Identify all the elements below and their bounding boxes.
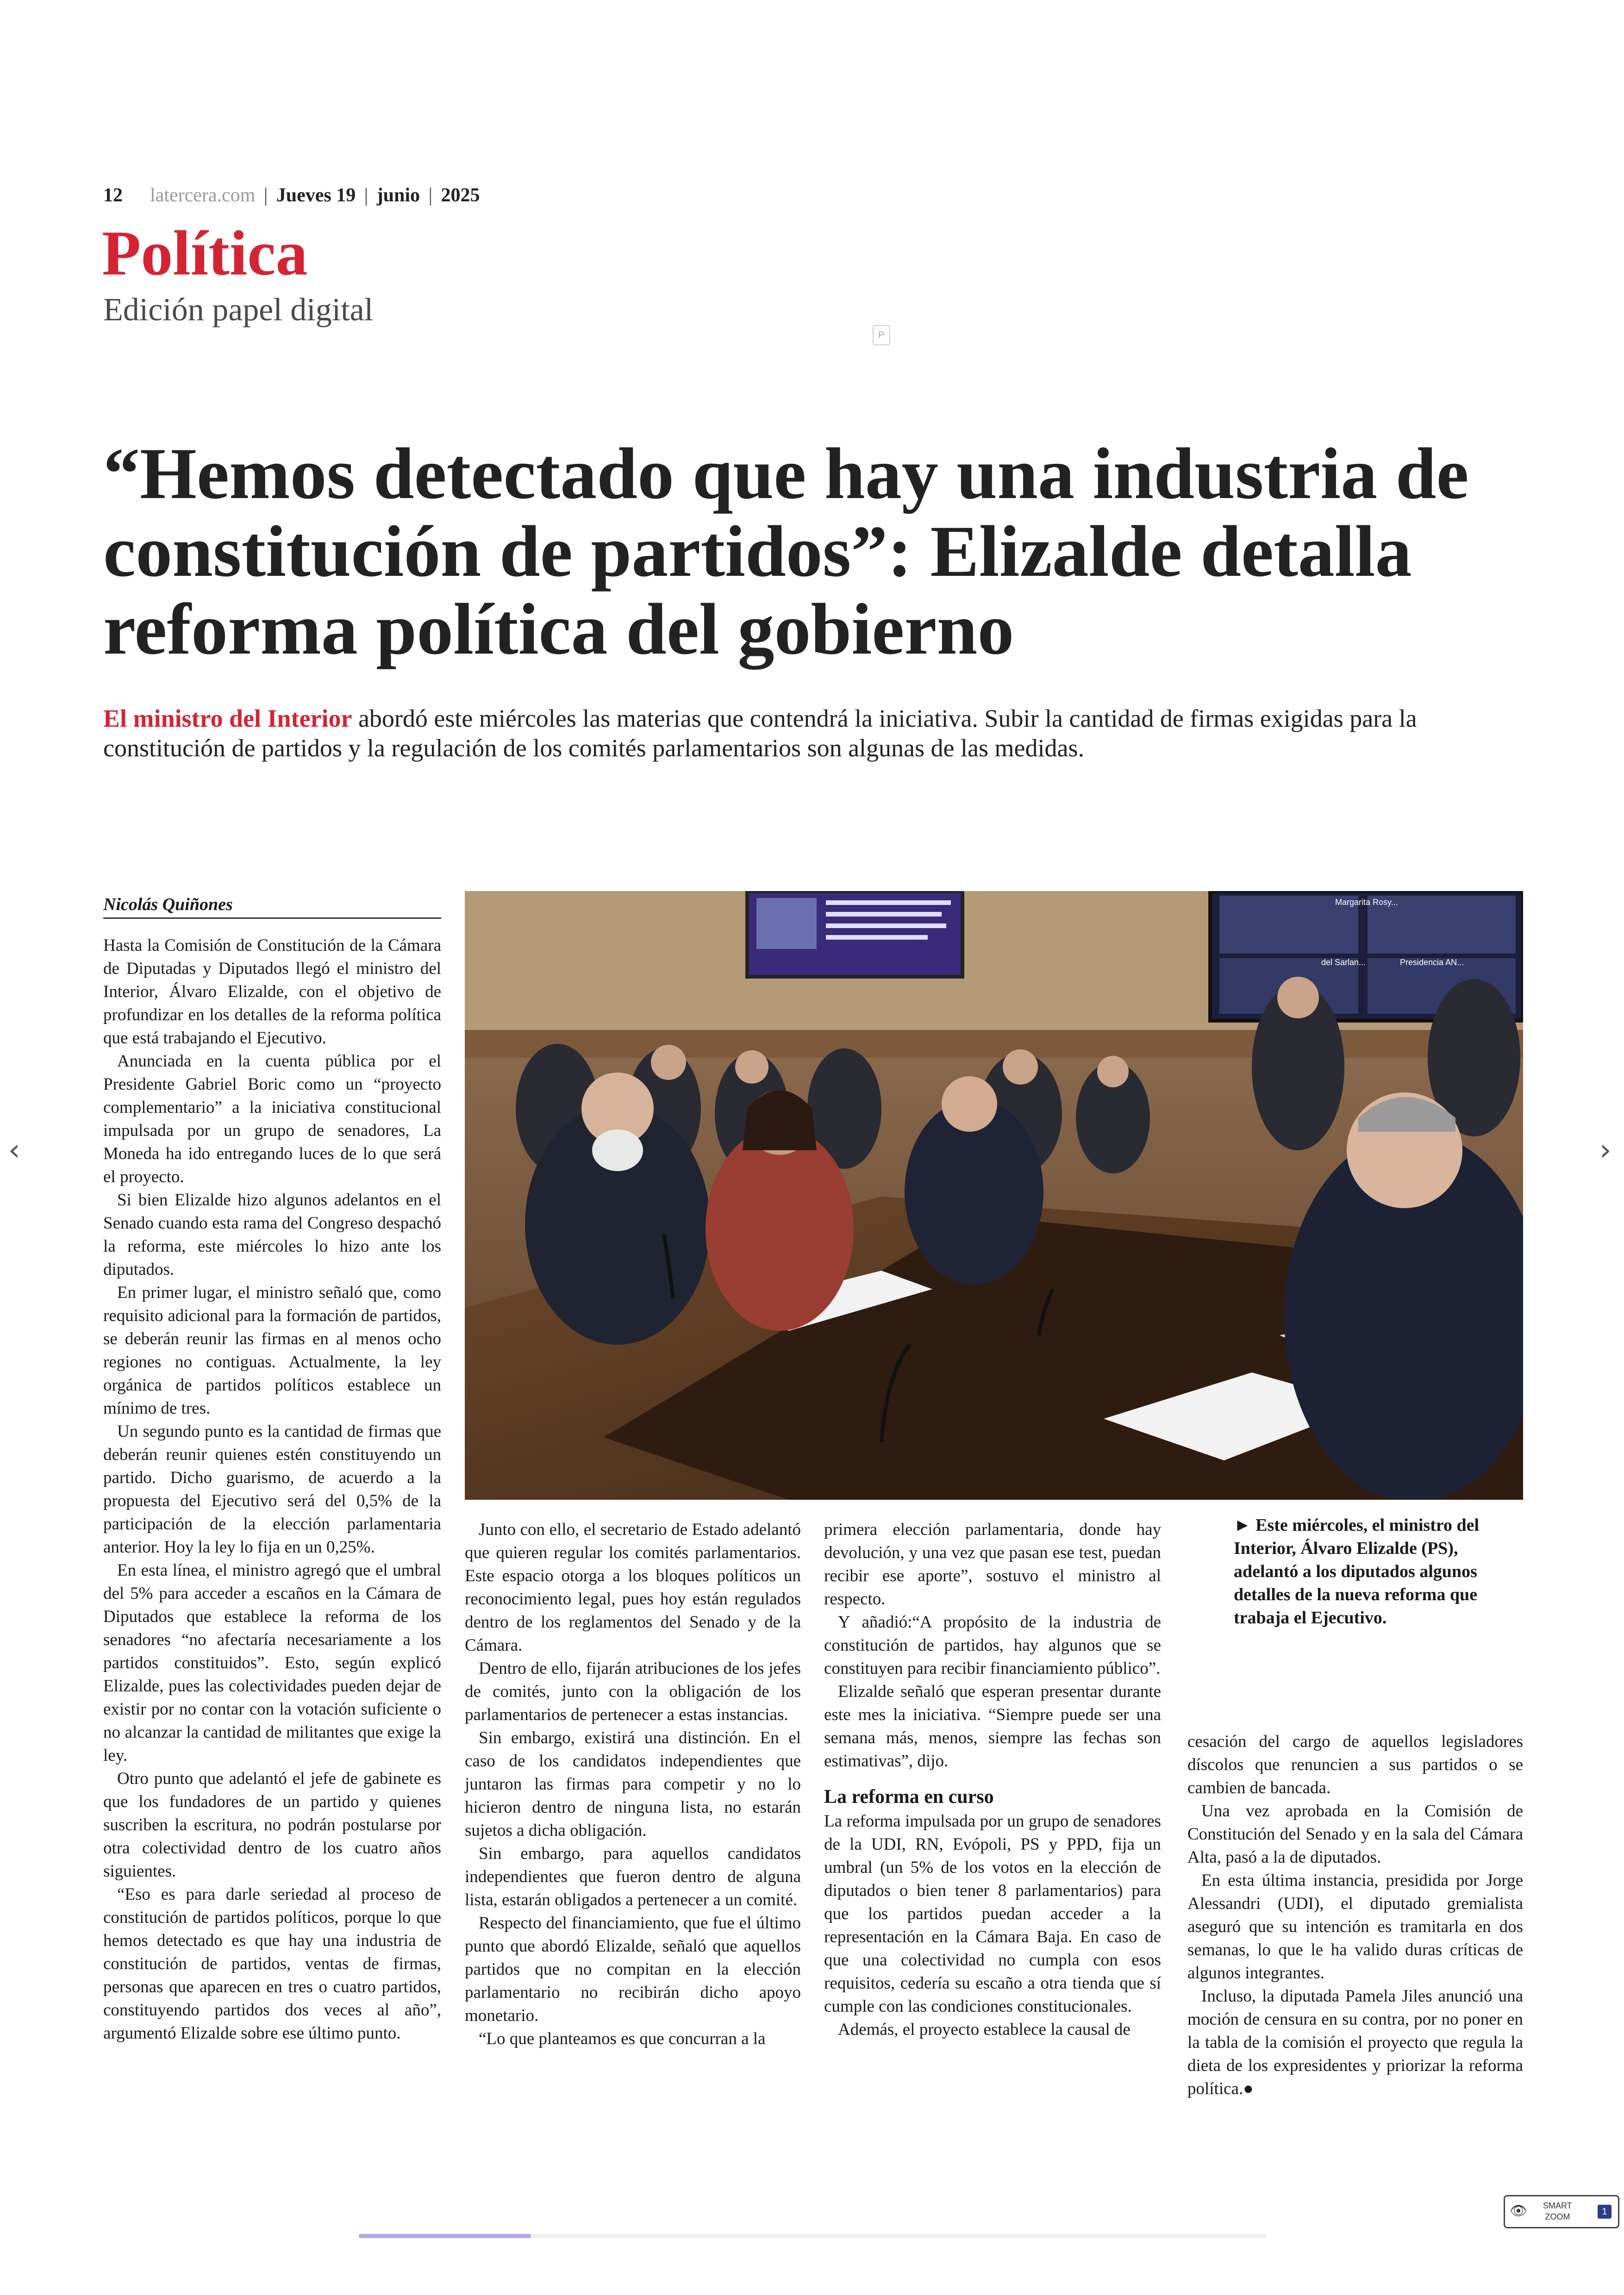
screen-label: Margarita Rosy... [1335,898,1398,907]
end-mark: ● [1243,2079,1254,2098]
paragraph: Un segundo punto es la cantidad de firmas que deberán reunir quienes estén constituyendo un partido. Dicho guarismo, de acuerdo a la propuesta del Ejecutivo será del 0,5% de la participación de la elección parlamentaria anterior. Hoy la ley lo fija en un 0,25%. [103,1422,441,1557]
paragraph: Sin embargo, para aquellos candidatos independientes que fueron dentro de alguna lista, estarán obligados a pertenecer a un comité. [465,1844,801,1909]
article-headline: “Hemos detectado que hay una industria de constitución de partidos”: Elizalde detalla reforma política del gobierno [103,433,1469,670]
text-column-3 [824,1518,1161,2041]
lead-kicker: El ministro del Interior [103,705,352,732]
paragraph: Elizalde señaló que esperan presentar durante este mes la iniciativa. “Siempre puede ser una semana más, menos, siempre las fechas son estimativas”, dijo. [824,1682,1161,1771]
chevron-right-icon[interactable]: › [1599,1133,1612,1167]
screen-label: del Sarlan... [1321,958,1366,967]
article-photo [465,891,1523,1500]
text-column-4 [1187,1730,1523,2101]
paragraph: Sin embargo, existirá una distinción. En el caso de los candidatos independientes que juntaron las firmas para competir y no lo hicieron dentro de ninguna lista, no estarán sujetos a dicha obligación. [465,1728,801,1840]
issue-month: junio [376,185,420,206]
smart-zoom-button[interactable] [1504,2195,1619,2228]
page-marker-icon: P [873,325,890,345]
lead-text: abordó este miércoles las materias que contendrá la iniciativa. Subir la cantidad de firmas exigidas para la constitución de partidos y la regulación de los comités parlamentarios son algunas de las medidas. [103,705,1417,762]
paragraph: La reforma impulsada por un grupo de senadores de la UDI, RN, Evópoli, PS y PPD, fija un umbral (un 5% de los votos en la elección de diputados o bien tener 8 parlamentarios) para que los partidos puedan acceder a la representación en la Cámara Baja. En caso de que una colectividad no cumpla con esos requisitos, cedería su escaño a otra tienda que sí cumple con las condiciones constitucionales. [824,1812,1161,2016]
paragraph: En esta línea, el ministro agregó que el umbral del 5% para acceder a escaños en la Cámara de Diputados que establece la reforma de los senadores “no afectaría necesariamente a los partidos constituidos”. Esto, según explicó Elizalde, pues las colectividades pueden dejar de existir por no contar con la votación suficiente o no alcanzar la cantidad de militantes que exige la ley. [103,1561,441,1765]
smart-zoom-label: SMART ZOOM [1543,2201,1572,2221]
paragraph: cesación del cargo de aquellos legisladores díscolos que renuncien a sus partidos o se cambien de bancada. [1187,1732,1523,1797]
section-subhead: La reforma en curso [824,1786,994,1808]
paragraph: Si bien Elizalde hizo algunos adelantos en el Senado cuando esta rama del Congreso despachó la reforma, este miércoles lo hizo ante los diputados. [103,1191,441,1279]
paragraph: En esta última instancia, presidida por Jorge Alessandri (UDI), el diputado gremialista aseguró que su intención es tramitarla en dos semanas, lo que le ha valido duras críticas de algunos integrantes. [1187,1871,1523,1983]
screen-label: Presidencia AN... [1400,958,1464,967]
site-name: latercera.com [150,185,256,206]
page-number: 12 [103,185,123,206]
paragraph: Además, el proyecto establece la causal de [838,2020,1131,2039]
paragraph: Y añadió:“A propósito de la industria de constitución de partidos, hay algunos que se constituyen para recibir financiamiento público”. [824,1613,1161,1678]
paragraph: Incluso, la diputada Pamela Jiles anunció una moción de censura en su contra, por no poner en la tabla de la comisión el proyecto que regula la dieta de los expresidentes y priorizar la reforma política.● [1187,1987,1523,2098]
page-header: 12 latercera.com | Jueves 19 | junio | 2025 [103,185,480,206]
paragraph: Una vez aprobada en la Comisión de Constitución del Senado y en la sala del Cámara Alta, pasó a la de diputados. [1187,1802,1523,1867]
paragraph: Hasta la Comisión de Constitución de la Cámara de Diputadas y Diputados llegó el ministro del Interior, Álvaro Elizalde, con el objetivo de profundizar en los detalles de la reforma política que está trabajando el Ejecutivo. [103,936,441,1048]
paragraph: “Eso es para darle seriedad al proceso de constitución de partidos políticos, porque lo que hemos detectado es que hay una industria de constitución de partidos, ventas de firmas, personas que aparecen en tres o cuatro partidos, constituyendo partidos dos veces al año”, argumentó Elizalde sobre ese último punto. [103,1885,441,2043]
section-subtitle: Edición papel digital [103,292,374,328]
article-lead [103,704,1529,763]
issue-year: 2025 [441,185,480,206]
paragraph: Dentro de ello, fijarán atribuciones de los jefes de comités, junto con la obligación de los parlamentarios de pertenecer a estas instancias. [465,1659,801,1724]
byline: Nicolás Quiñones [103,894,441,919]
paragraph: Junto con ello, el secretario de Estado adelantó que quieren regular los comités parlamentarios. Este espacio otorga a los bloques políticos un reconocimiento legal, pues hoy están regulados dentro de los reglamentos del Senado y de la Cámara. [465,1520,801,1655]
paragraph: Otro punto que adelantó el jefe de gabinete es que los fundadores de un partido y quienes suscriben la escritura, no podrán postularse por otra colectividad dentro de los cuatro años siguientes. [103,1769,441,1881]
meeting-photo-illustration [465,891,1523,1500]
section-title: Política [102,218,308,288]
paragraph: En primer lugar, el ministro señaló que, como requisito adicional para la formación de partidos, se deberán reunir las firmas en al menos ocho regiones no contiguas. Actualmente, la ley orgánica de partidos políticos establece un mínimo de tres. [103,1283,441,1418]
chevron-left-icon[interactable]: ‹ [8,1133,20,1167]
smart-zoom-count: 1 [1598,2205,1612,2219]
paragraph: primera elección parlamentaria, donde hay devolución, y una vez que pasan ese test, puedan recibir ese aporte”, sostuvo el ministro al respecto. [824,1520,1161,1609]
paragraph: Anunciada en la cuenta pública por el Presidente Gabriel Boric como un “proyecto complementario” a la iniciativa constitucional impulsada por un grupo de senadores, La Moneda ha ido entregando luces de lo que será el proyecto. [103,1052,441,1186]
paragraph: “Lo que planteamos es que concurran a la [479,2029,766,2048]
eye-icon: 👁 [1510,2203,1528,2219]
photo-caption: ► Este miércoles, el ministro del Interior, Álvaro Elizalde (PS), adelantó a los diputados algunos detalles de la nueva reforma que trabaja el Ejecutivo. [1234,1515,1480,1628]
text-column-1 [103,934,441,2045]
issue-day: Jueves 19 [276,185,356,206]
paragraph: Respecto del financiamiento, que fue el último punto que abordó Elizalde, señaló que aquellos partidos que no compitan en la elección parlamentario no recibirán dicho apoyo monetario. [465,1914,801,2025]
text-column-2 [465,1518,801,2051]
page-scroll-thumb[interactable] [359,2234,531,2238]
